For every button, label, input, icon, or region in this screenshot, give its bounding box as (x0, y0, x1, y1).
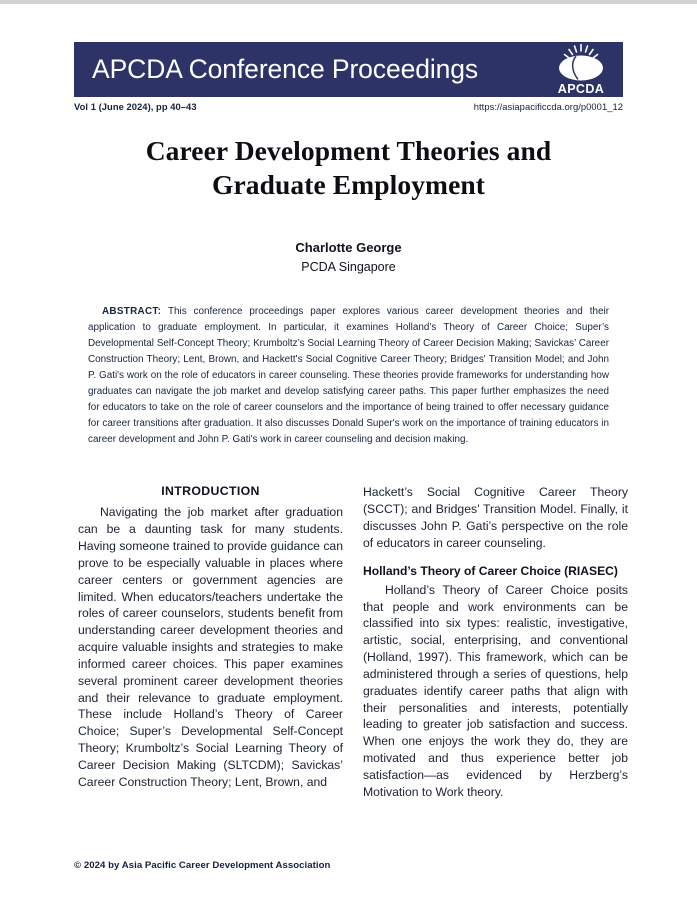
introduction-paragraph-continued: Hackett’s Social Cognitive Career Theory (SCCT); and Bridges’ Transition Model. Finally, it discusses John P. Gati’s perspective on the role of educators in career counseling. (363, 485, 628, 550)
svg-text:APCDA: APCDA (557, 81, 605, 96)
publication-meta (74, 101, 623, 112)
document-page (0, 4, 697, 907)
apcda-logo-icon (549, 43, 613, 97)
journal-title: APCDA Conference Proceedings (92, 54, 479, 85)
page-content (74, 42, 628, 801)
abstract-text: This conference proceedings paper explores various career development theories and their application to graduate employment. In particular, it examines Holland’s Theory of Career Choice; Super’s Developmental Self-Concept Theory; Krumboltz’s Social Learning Theory of Career Decision Making; Savickas’ Career Construction Theory; Lent, Brown, and Hackett's Social Cognitive Career Theory; Bridges' Transition Model; and John P. Gati's work on the role of educators in career counseling. These theories provide frameworks for understanding how graduates can navigate the job market and develop satisfying career paths. This paper further emphasizes the need for educators to take on the role of career counselors and the importance of being trained to offer necessary guidance for career transitions after graduation. It also discusses Donald Super's work on the importance of training educators in career development and John P. Gati's work in career counseling and decision making. (88, 306, 609, 446)
section-heading-holland-riasec: Holland’s Theory of Career Choice (RIASEC) (363, 563, 618, 578)
copyright-footer: © 2024 by Asia Pacific Career Development Association (74, 860, 331, 871)
holland-theory-paragraph: Holland’s Theory of Career Choice posits that people and work environments can be classified into six types: realistic, investigative, artistic, social, enterprising, and conventional (Holland, 1997). This framework, which can be administered through a series of questions, help graduates identify career paths that align with their personalities and interests, potentially leading to greater job satisfaction and success. When one enjoys the work they do, they are motivated and thus experience better job satisfaction—as evidenced by Herzberg’s Motivation to Work theory. (363, 582, 628, 799)
introduction-paragraph: Navigating the job market after graduation can be a daunting task for many students. Having someone trained to provide guidance can prove to be especially valuable in places where career centers or government agencies are limited. When educators/teachers undertake the roles of career counselors, students benefit from understanding career development theories and acquire valuable insights and strategies to make informed career choices. This paper examines several prominent career development theories and their relevance to graduate employment. These include Holland’s Theory of Career Choice; Super’s Developmental Self-Concept Theory; Krumboltz’s Social Learning Theory of Career Decision Making (SLTCDM); Savickas’ Career Construction Theory; Lent, Brown, and (78, 505, 343, 789)
abstract-section (74, 304, 623, 448)
author-block (74, 239, 623, 276)
section-heading-introduction: INTRODUCTION (161, 484, 260, 499)
author-affiliation: PCDA Singapore (301, 259, 396, 274)
article-url[interactable]: https://asiapacificcda.org/p0001_12 (473, 101, 623, 112)
abstract-label: ABSTRACT: (102, 306, 162, 318)
body-columns (74, 484, 628, 800)
author-name: Charlotte George (295, 240, 402, 256)
masthead-banner (74, 42, 623, 97)
column-left (78, 484, 343, 800)
column-right (363, 484, 628, 800)
page-title: Career Development Theories and Graduate Employment (145, 135, 552, 200)
volume-info: Vol 1 (June 2024), pp 40–43 (74, 101, 197, 112)
